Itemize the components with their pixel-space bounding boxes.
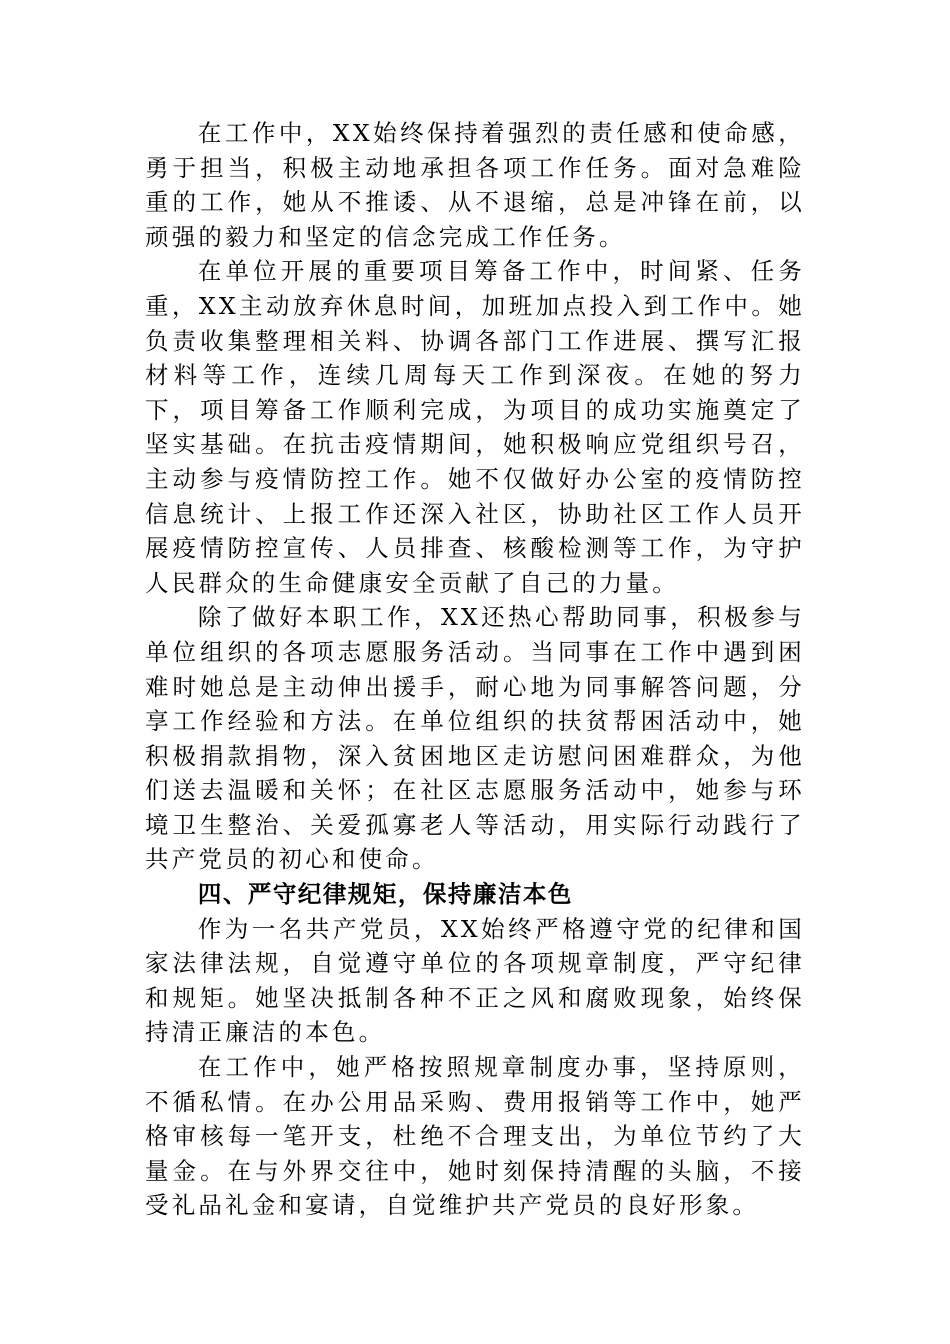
paragraph-work-responsibility: 在工作中，XX始终保持着强烈的责任感和使命感，勇于担当，积极主动地承担各项工作任务。面对急难险重的工作，她从不推诿、从不退缩，总是冲锋在前，以顽强的毅力和坚定的信念完成工作任务。: [145, 119, 805, 251]
section-heading-discipline: 四、严守纪律规矩，保持廉洁本色: [197, 880, 573, 909]
document-body: [145, 116, 805, 1223]
paragraph-integrity-at-work: 在工作中，她严格按照规章制度办事，坚持原则，不循私情。在办公用品采购、费用报销等工作中，她严格审核每一笔开支，杜绝不合理支出，为单位节约了大量金。在与外界交往中，她时刻保持清醒的头脑，不接受礼品礼金和宴请，自觉维护共产党员的良好形象。: [145, 1053, 805, 1220]
paragraph-helping-colleagues: 除了做好本职工作，XX还热心帮助同事，积极参与单位组织的各项志愿服务活动。当同事在工作中遇到困难时她总是主动伸出援手，耐心地为同事解答问题，分享工作经验和方法。在单位组织的扶贫帮困活动中，她积极捐款捐物，深入贫困地区走访慰问困难群众，为他们送去温暖和关怀；在社区志愿服务活动中，她参与环境卫生整治、关爱孤寡老人等活动，用实际行动践行了共产党员的初心和使命。: [145, 603, 805, 874]
paragraph-project-and-epidemic: 在单位开展的重要项目筹备工作中，时间紧、任务重，XX主动放弃休息时间，加班加点投入到工作中。她负责收集整理相关料、协调各部门工作进展、撰写汇报材料等工作，连续几周每天工作到深夜。在她的努力下，项目筹备工作顺利完成，为项目的成功实施奠定了坚实基础。在抗击疫情期间，她积极响应党组织号召，主动参与疫情防控工作。她不仅做好办公室的疫情防控信息统计、上报工作还深入社区，协助社区工作人员开展疫情防控宣传、人员排查、核酸检测等工作，为守护人民群众的生命健康安全贡献了自己的力量。: [145, 257, 805, 597]
paragraph-party-discipline: 作为一名共产党员，XX始终严格遵守党的纪律和国家法律法规，自觉遵守单位的各项规章制度，严守纪律和规矩。她坚决抵制各种不正之风和腐败现象，始终保持清正廉洁的本色。: [145, 914, 805, 1047]
